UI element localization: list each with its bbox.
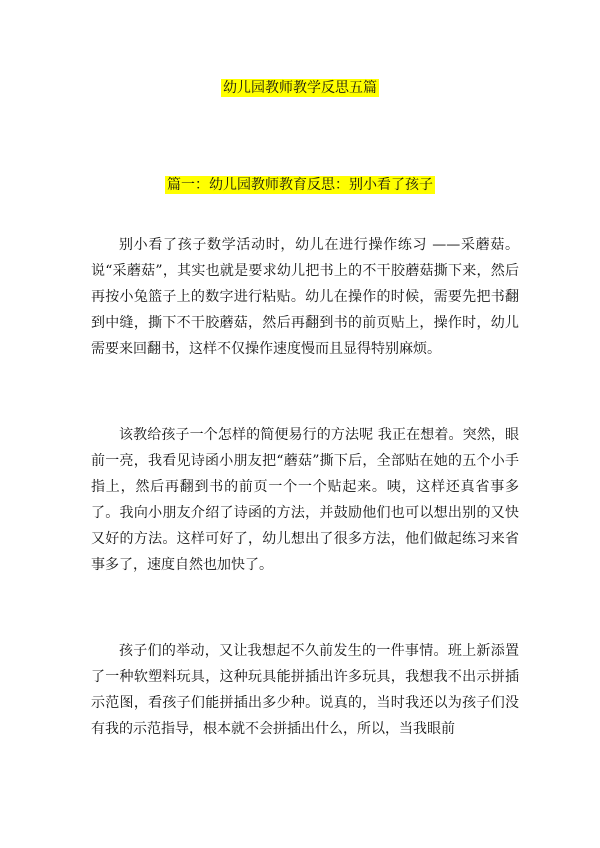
paragraph-3: 孩子们的举动，又让我想起不久前发生的一件事情。班上新添置了一种软塑料玩具，这种玩具能拼插出许多玩具，我想我不出示拼插示范图，看孩子们能拼插出多少种。说真的，当时我还以为孩子们没有我的示范指导，根本就不会拼插出什么，所以，当我眼前 bbox=[91, 643, 519, 737]
document-title-text: 幼儿园教师教学反思五篇 bbox=[223, 80, 377, 96]
section-title bbox=[0, 175, 600, 195]
section-title-text: 篇一：幼儿园教师教育反思：别小看了孩子 bbox=[167, 177, 433, 193]
paragraph-1: 别小看了孩子数学活动时，幼儿在进行操作练习 ——采蘑菇。说“采蘑菇”，其实也就是要求幼儿把书上的不干胶蘑菇撕下来，然后再按小兔篮子上的数字进行粘贴。幼儿在操作的时候，需要先把书翻到中缝，撕下不干胶蘑菇，然后再翻到书的前页贴上，操作时，幼儿需要来回翻书，这样不仅操作速度慢而且显得特别麻烦。 bbox=[91, 237, 519, 357]
paragraph-2: 该教给孩子一个怎样的简便易行的方法呢 我正在想着。突然，眼前一亮，我看见诗函小朋友把“蘑菇”撕下后，全部贴在她的五个小手指上，然后再翻到书的前页一个一个贴起来。咦，这样还真省事多了。我向小朋友介绍了诗函的方法，并鼓励他们也可以想出别的又快又好的方法。这样可好了，幼儿想出了很多方法，他们做起练习来省事多了，速度自然也加快了。 bbox=[91, 427, 519, 573]
document-title bbox=[0, 78, 600, 98]
